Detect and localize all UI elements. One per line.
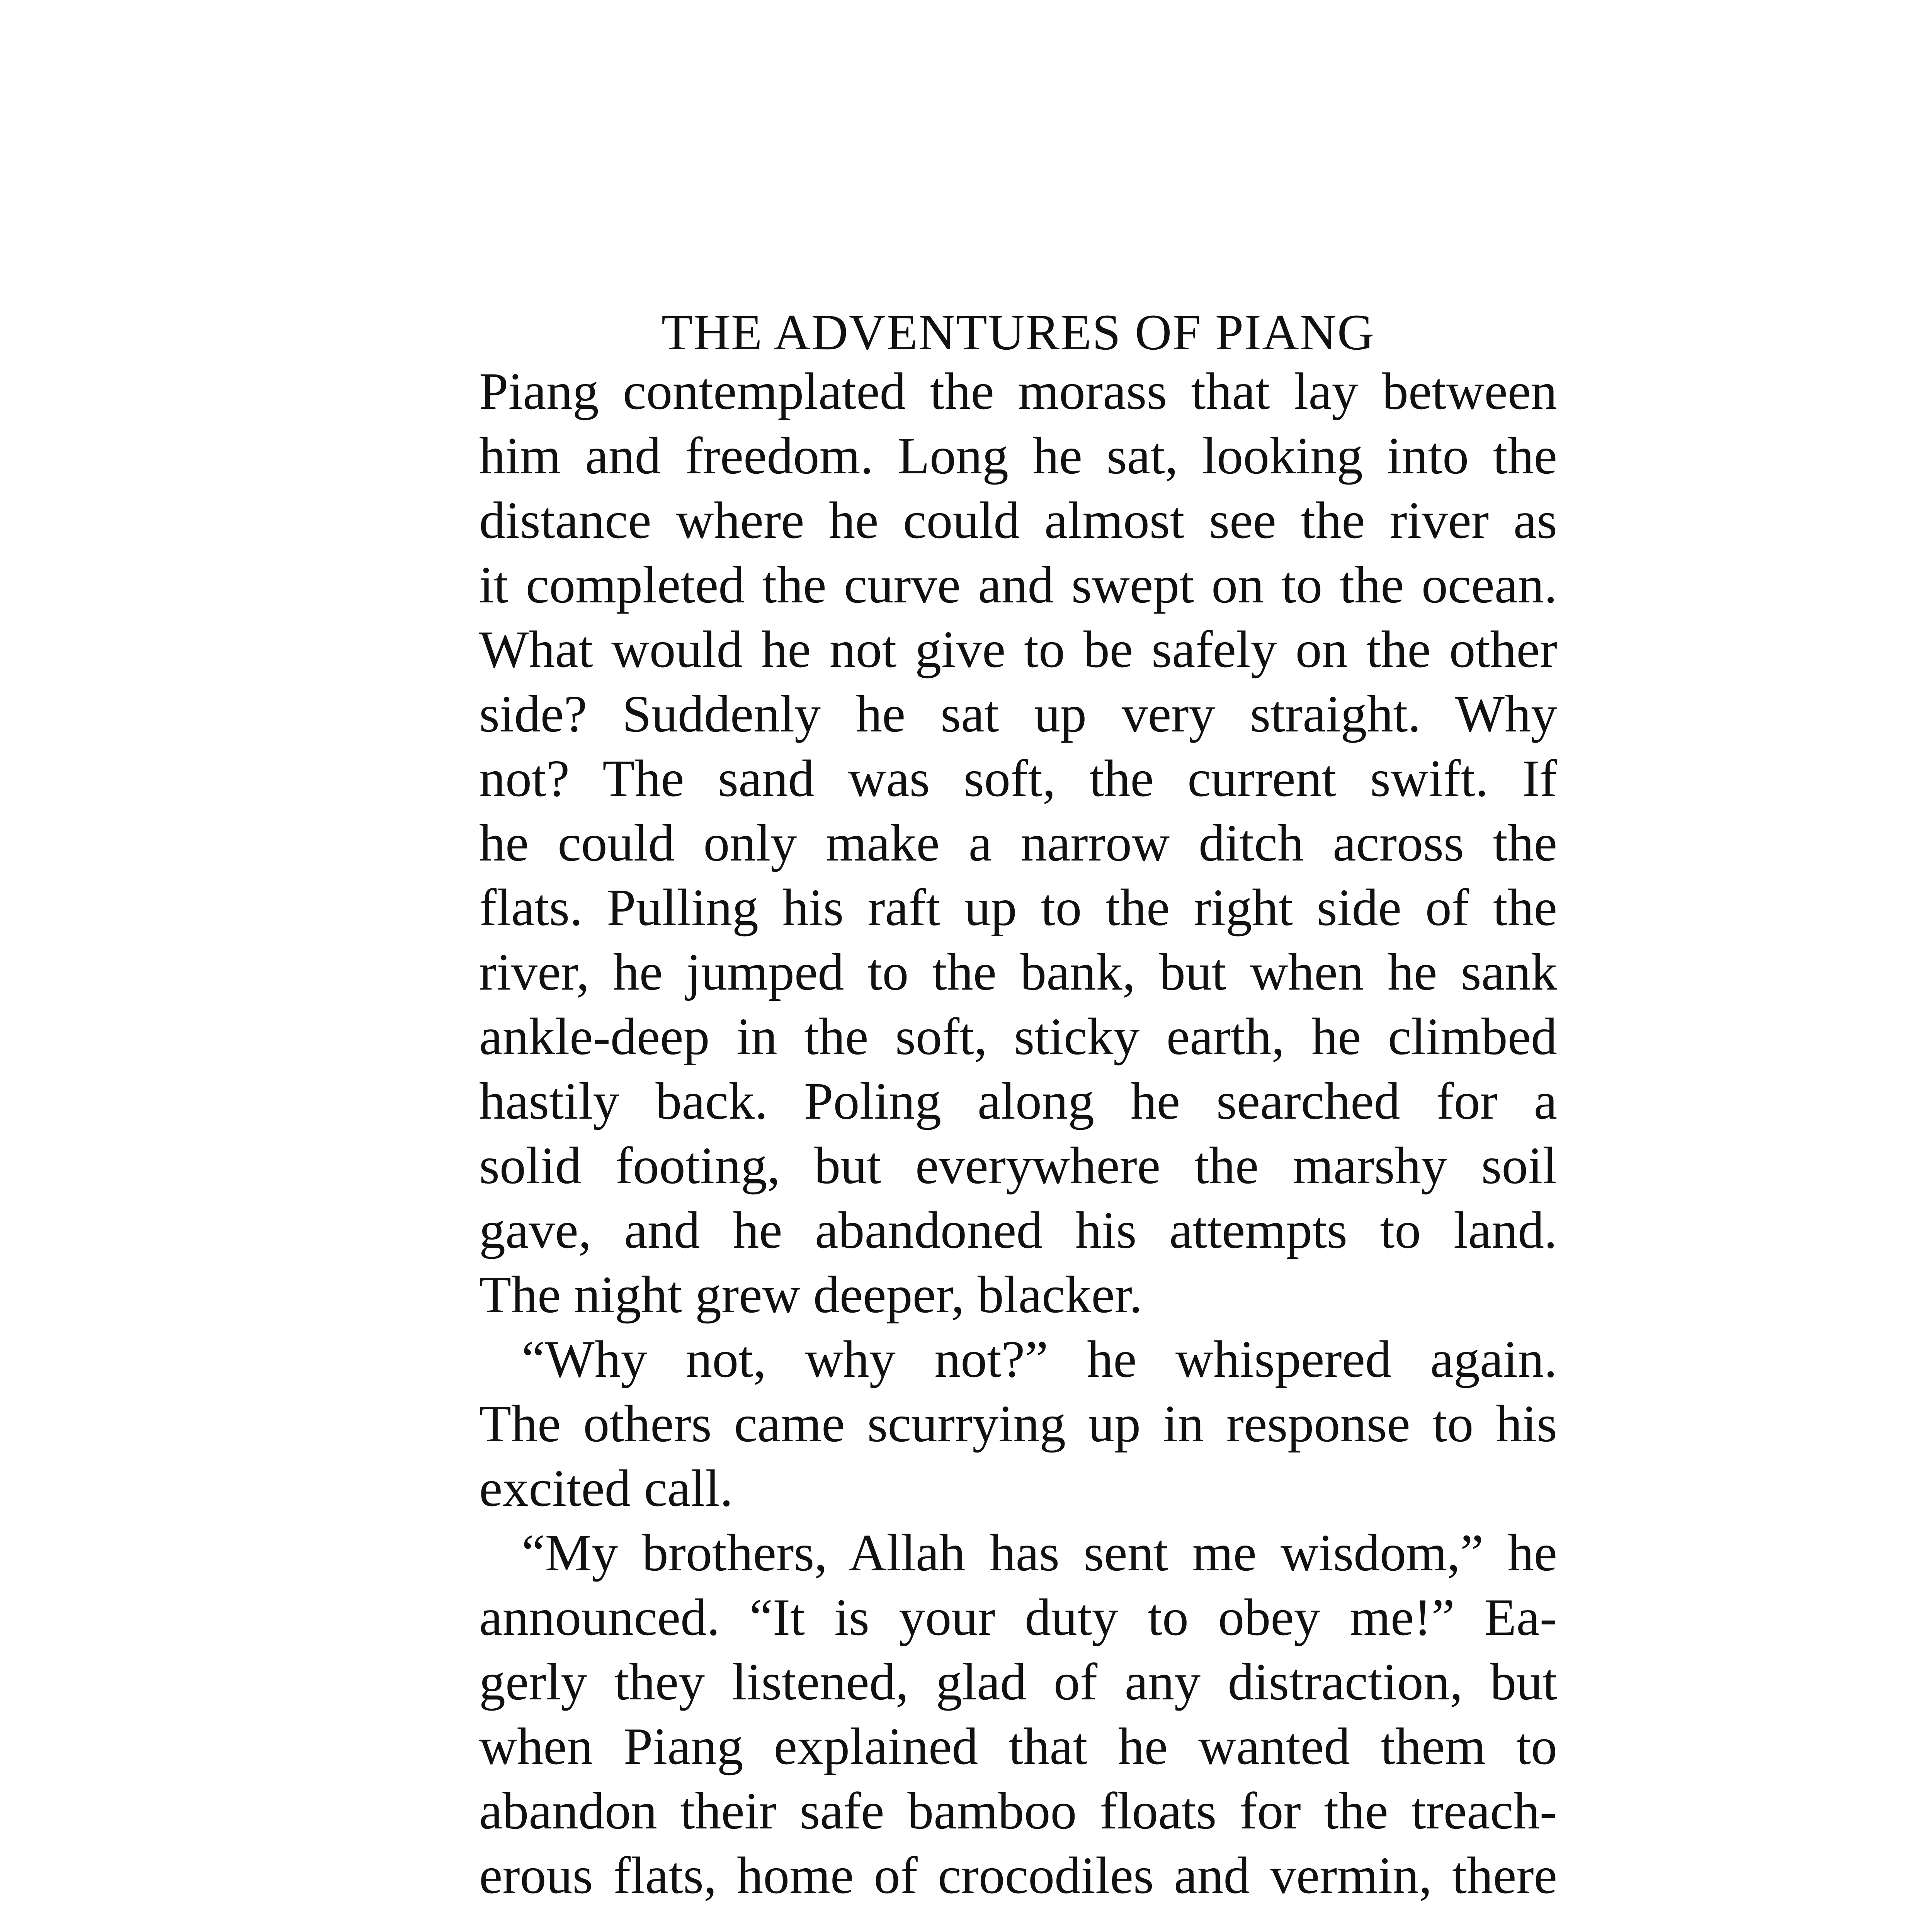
text-line: erous flats, home of crocodiles and vermin, there [479, 1847, 1557, 1905]
text-line: abandon their safe bamboo floats for the treach- [479, 1782, 1557, 1840]
text-line: river, he jumped to the bank, but when he sank [479, 943, 1557, 1001]
text-line: What would he not give to be safely on the other [479, 621, 1557, 679]
text-line: Piang contemplated the morass that lay between [479, 362, 1557, 420]
text-line: The others came scurrying up in response to his [479, 1395, 1557, 1453]
text-line: not? The sand was soft, the current swift. If [479, 750, 1557, 808]
running-head: THE ADVENTURES OF PIANG [661, 304, 1375, 361]
text-line: distance where he could almost see the river as [479, 492, 1557, 549]
text-line: it completed the curve and swept on to the ocean. [479, 556, 1557, 614]
text-line: excited call. [479, 1459, 733, 1517]
body-text [479, 359, 1557, 1908]
text-line: flats. Pulling his raft up to the right side of the [479, 879, 1557, 937]
text-line: he could only make a narrow ditch across the [479, 814, 1557, 872]
text-line: when Piang explained that he wanted them to [479, 1718, 1557, 1776]
text-line: side? Suddenly he sat up very straight. Why [479, 685, 1557, 743]
text-line: announced. “It is your duty to obey me!” Ea- [479, 1588, 1557, 1646]
text-line: gave, and he abandoned his attempts to land. [479, 1201, 1557, 1259]
text-line: hastily back. Poling along he searched for a [479, 1072, 1557, 1130]
text-line: solid footing, but everywhere the marshy soil [479, 1137, 1557, 1195]
text-line: ankle-deep in the soft, sticky earth, he climbed [479, 1008, 1557, 1066]
text-line: “Why not, why not?” he whispered again. [522, 1330, 1557, 1388]
text-line: gerly they listened, glad of any distraction, but [479, 1653, 1557, 1711]
text-line: “My brothers, Allah has sent me wisdom,” he [522, 1524, 1557, 1582]
text-line: him and freedom. Long he sat, looking into the [479, 427, 1557, 485]
text-line: The night grew deeper, blacker. [479, 1266, 1143, 1324]
